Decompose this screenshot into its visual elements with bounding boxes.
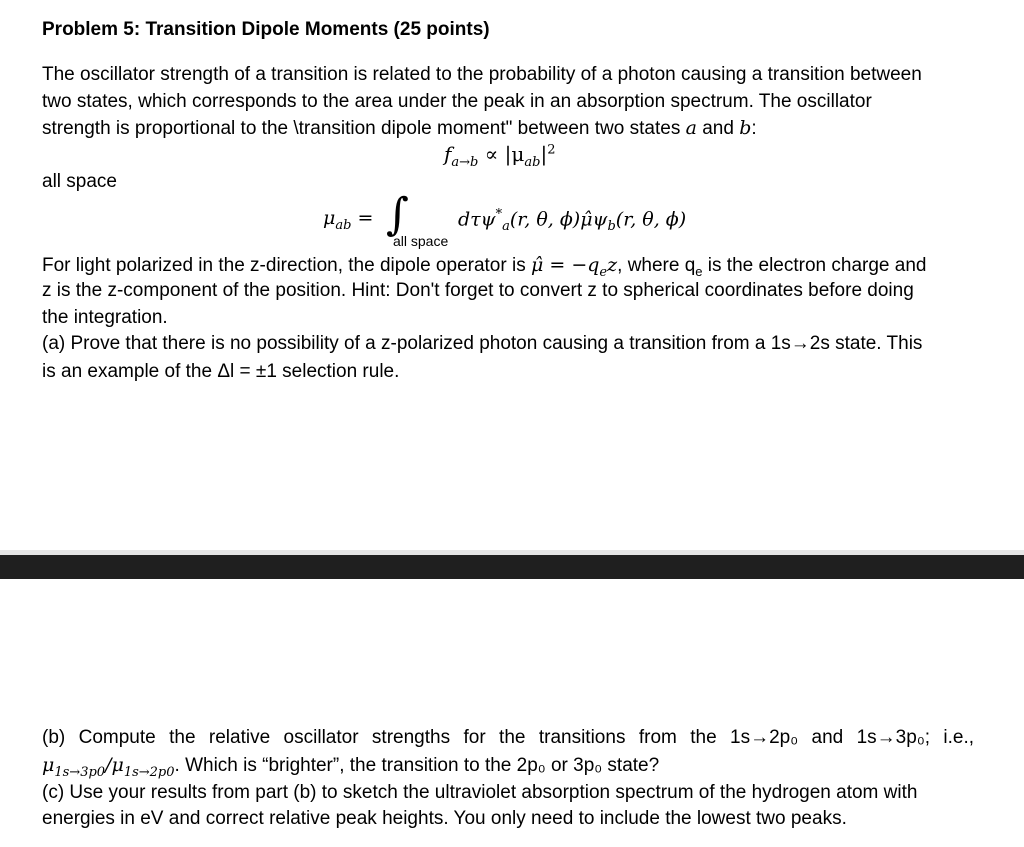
- integrand: [458, 207, 686, 234]
- dipole-operator-sub: e: [599, 264, 608, 280]
- intro-line-3-and: and: [696, 118, 740, 139]
- eq1-close: |: [540, 142, 548, 166]
- integrand-b-sub: b: [607, 219, 616, 235]
- qe-sub: e: [695, 263, 703, 279]
- body-line-4-suffix: , where q: [617, 255, 696, 276]
- part-b-slash: /μ: [105, 754, 124, 776]
- dipole-operator-z: z: [607, 254, 618, 276]
- integrand-a: dτψ: [458, 208, 496, 231]
- intro-line-1: The oscillator strength of a transition is related to the probability of a photon causing a transition between: [42, 64, 922, 85]
- body-line-4-end: is the electron charge and: [702, 255, 927, 276]
- part-b-line-1: (b) Compute the relative oscillator strengths for the transitions from the 1s→2p₀ and 1s→3p₀; i.e.,: [42, 727, 974, 748]
- body-line-6: the integration.: [42, 307, 168, 328]
- intro-line-3: [42, 115, 757, 142]
- eq2-mu: μ: [323, 207, 336, 229]
- eq1-sup: 2: [547, 142, 556, 158]
- dipole-operator: μ̂ = −q: [530, 254, 600, 276]
- eq1-f: f: [444, 142, 452, 166]
- part-c-line-1: (c) Use your results from part (b) to sketch the ultraviolet absorption spectrum of the hydrogen atom with: [42, 782, 918, 803]
- problem-title: Problem 5: Transition Dipole Moments (25 points): [42, 19, 490, 40]
- part-b-mu-sub1: 1s→3p0: [54, 764, 106, 780]
- state-b: b: [739, 117, 752, 139]
- eq2-equals: =: [351, 207, 374, 229]
- eq2-mu-sub: ab: [335, 217, 352, 233]
- state-a: a: [685, 117, 697, 139]
- part-a-line-2: is an example of the Δl = ±1 selection rule.: [42, 361, 400, 382]
- integral-sign: ∫: [386, 189, 409, 240]
- part-b-mu-sub2: 1s→2p0: [123, 764, 175, 780]
- all-space-label: all space: [42, 171, 117, 192]
- integrand-b: (r, θ, ϕ)μ̂ψ: [509, 208, 608, 231]
- dipole-moment-lhs: [323, 207, 373, 233]
- eq1-f-sub: a→b: [451, 155, 479, 170]
- part-c-line-2: energies in eV and correct relative peak heights. You only need to include the lowest two peaks.: [42, 808, 847, 829]
- eq1-mu-sub: ab: [524, 155, 541, 170]
- intro-line-3-prefix: strength is proportional to the \transition dipole moment" between two states: [42, 118, 686, 139]
- part-b-question: . Which is “brighter”, the transition to the 2p₀ or 3p₀ state?: [174, 755, 660, 776]
- oscillator-strength-equation: [444, 142, 555, 170]
- eq1-propto: ∝ |μ: [478, 142, 525, 166]
- part-b-mu: μ: [42, 754, 55, 776]
- part-a-line-1: (a) Prove that there is no possibility of a z-polarized photon causing a transition from a 1s→2s state. This: [42, 333, 923, 354]
- body-line-4-prefix: For light polarized in the z-direction, the dipole operator is: [42, 255, 531, 276]
- integrand-a-sup: *: [495, 207, 503, 222]
- intro-line-2: two states, which corresponds to the area under the peak in an absorption spectrum. The oscillator: [42, 91, 872, 112]
- page-break-bar: [0, 555, 1024, 579]
- integral-limit: all space: [393, 233, 449, 249]
- intro-line-3-suffix: :: [751, 118, 757, 139]
- integrand-c: (r, θ, ϕ): [615, 208, 687, 231]
- body-line-5: z is the z-component of the position. Hint: Don't forget to convert z to spherical coordinates before doing: [42, 280, 914, 301]
- integrand-a-sub: a: [502, 219, 510, 235]
